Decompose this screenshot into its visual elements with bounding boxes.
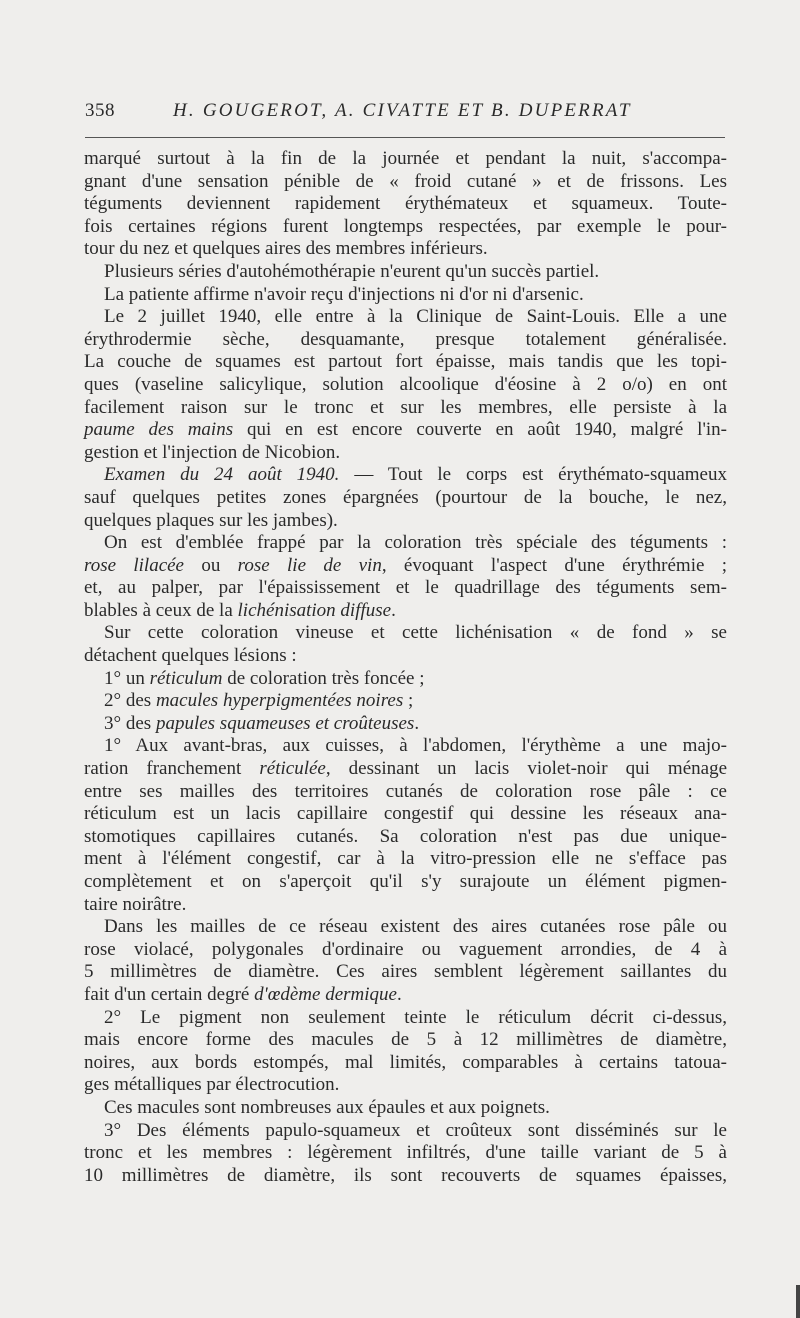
text-segment: On est d'emblée frappé par la coloration très spéciale des téguments : bbox=[104, 532, 727, 554]
text-line bbox=[84, 148, 727, 171]
text-line bbox=[84, 781, 727, 804]
running-title: H. GOUGEROT, A. CIVATTE ET B. DUPERRAT bbox=[173, 100, 632, 121]
text-segment: qui en est encore couverte en août 1940, malgré l'in- bbox=[233, 419, 727, 441]
italic-term: d'œdème dermique bbox=[254, 983, 397, 1005]
running-header bbox=[85, 100, 725, 130]
text-line bbox=[84, 645, 727, 668]
text-line bbox=[84, 600, 727, 623]
text-line bbox=[84, 735, 727, 758]
text-line bbox=[84, 690, 727, 713]
text-segment: La patiente affirme n'avoir reçu d'injections ni d'or ni d'arsenic. bbox=[104, 283, 584, 305]
text-segment: téguments deviennent rapidement érythémateux et squameux. Toute- bbox=[84, 193, 727, 215]
text-segment: La couche de squames est partout fort épaisse, mais tandis que les topi- bbox=[84, 351, 727, 373]
text-line bbox=[84, 171, 727, 194]
text-segment: entre ses mailles des territoires cutanés de coloration rose pâle : ce bbox=[84, 780, 727, 802]
text-segment: ou bbox=[184, 554, 238, 576]
text-line bbox=[84, 871, 727, 894]
text-segment: tronc et les membres : légèrement infiltrés, d'une taille variant de 5 à bbox=[84, 1142, 727, 1164]
text-segment: réticulum est un lacis capillaire congestif qui dessine les réseaux ana- bbox=[84, 803, 727, 825]
text-line bbox=[84, 532, 727, 555]
text-line bbox=[84, 555, 727, 578]
text-line bbox=[84, 487, 727, 510]
text-segment: ration franchement bbox=[84, 758, 260, 780]
text-segment: sauf quelques petites zones épargnées (pourtour de la bouche, le nez, bbox=[84, 486, 727, 508]
italic-term: rose lilacée bbox=[84, 554, 184, 576]
italic-term: lichénisation diffuse bbox=[237, 599, 392, 621]
text-line bbox=[84, 577, 727, 600]
text-segment: complètement et on s'aperçoit qu'il s'y surajoute un élément pigmen- bbox=[84, 871, 727, 892]
text-segment: ques (vaseline salicylique, solution alcoolique d'éosine à 2 o/o) en ont bbox=[84, 373, 727, 395]
text-line bbox=[84, 713, 727, 736]
text-segment: stomotiques capillaires cutanés. Sa coloration n'est pas due unique- bbox=[84, 825, 727, 847]
text-line bbox=[84, 984, 727, 1007]
text-line bbox=[84, 848, 727, 871]
italic-term: paume des mains bbox=[84, 419, 234, 441]
text-line bbox=[84, 1142, 727, 1165]
text-segment: marqué surtout à la fin de la journée et pendant la nuit, s'accompa- bbox=[84, 148, 727, 169]
text-segment: Plusieurs séries d'autohémothérapie n'eurent qu'un succès partiel. bbox=[104, 260, 600, 282]
text-line bbox=[84, 1120, 727, 1143]
text-segment: facilement raison sur le tronc et sur les membres, elle persiste à la bbox=[84, 396, 727, 418]
text-segment: 1° un bbox=[104, 667, 150, 689]
text-segment: Ces macules sont nombreuses aux épaules et aux poignets. bbox=[104, 1096, 550, 1118]
text-segment: érythrodermie sèche, desquamante, presque totalement généralisée. bbox=[84, 328, 727, 350]
text-line bbox=[84, 351, 727, 374]
text-line bbox=[84, 1165, 727, 1188]
text-segment: détachent quelques lésions : bbox=[84, 645, 297, 667]
text-line bbox=[84, 284, 727, 307]
text-segment: 3° Des éléments papulo-squameux et croûteux sont disséminés sur le bbox=[104, 1119, 727, 1141]
text-line bbox=[84, 238, 727, 261]
italic-term: macules hyperpigmentées noires bbox=[155, 690, 404, 712]
text-segment: mais encore forme des macules de 5 à 12 millimètres de diamètre, bbox=[84, 1029, 727, 1051]
italic-term: réticulum bbox=[149, 667, 223, 689]
text-segment: 2° Le pigment non seulement teinte le réticulum décrit ci-dessus, bbox=[104, 1006, 727, 1028]
page-edge-mark bbox=[796, 1285, 800, 1318]
text-line bbox=[84, 758, 727, 781]
text-segment: 10 millimètres de diamètre, ils sont recouverts de squames épaisses, bbox=[84, 1164, 727, 1186]
text-line bbox=[84, 916, 727, 939]
text-line bbox=[84, 329, 727, 352]
text-line bbox=[84, 894, 727, 917]
text-segment: taire noirâtre. bbox=[84, 893, 187, 915]
text-segment: Le 2 juillet 1940, elle entre à la Clinique de Saint-Louis. Elle a une bbox=[104, 306, 727, 328]
text-segment: , évoquant l'aspect d'une érythrémie ; bbox=[381, 554, 728, 576]
text-segment: 2° des bbox=[104, 690, 156, 712]
italic-term: Examen du 24 août 1940. bbox=[104, 464, 340, 486]
text-segment: gestion et l'injection de Nicobion. bbox=[84, 441, 341, 463]
text-segment: noires, aux bords estompés, mal limités, comparables à certains tatoua- bbox=[84, 1051, 727, 1073]
text-line bbox=[84, 193, 727, 216]
text-segment: 5 millimètres de diamètre. Ces aires semblent légèrement saillantes du bbox=[84, 961, 727, 983]
text-line bbox=[84, 374, 727, 397]
text-line bbox=[84, 1007, 727, 1030]
text-line bbox=[84, 464, 727, 487]
text-line bbox=[84, 261, 727, 284]
text-line bbox=[84, 1029, 727, 1052]
text-segment: quelques plaques sur les jambes). bbox=[84, 509, 338, 531]
text-segment: . bbox=[396, 983, 402, 1005]
text-line bbox=[84, 622, 727, 645]
text-segment: ; bbox=[403, 690, 414, 712]
text-line bbox=[84, 1097, 727, 1120]
header-rule bbox=[85, 137, 725, 138]
text-line bbox=[84, 442, 727, 465]
text-line bbox=[84, 803, 727, 826]
text-segment: Sur cette coloration vineuse et cette lichénisation « de fond » se bbox=[104, 622, 727, 644]
italic-term: rose lie de vin bbox=[237, 554, 382, 576]
text-segment: de coloration très foncée ; bbox=[222, 667, 425, 689]
text-line bbox=[84, 1052, 727, 1075]
text-line bbox=[84, 306, 727, 329]
text-line bbox=[84, 826, 727, 849]
text-line bbox=[84, 961, 727, 984]
page-number: 358 bbox=[85, 100, 115, 121]
italic-term: réticulée bbox=[259, 758, 326, 780]
italic-term: papules squameuses et croûteuses bbox=[155, 712, 415, 734]
text-segment: — Tout le corps est érythémato-squameux bbox=[339, 464, 727, 486]
text-segment: blables à ceux de la bbox=[84, 599, 238, 621]
text-segment: . bbox=[391, 599, 396, 621]
text-line bbox=[84, 1074, 727, 1097]
text-segment: , dessinant un lacis violet-noir qui ménage bbox=[325, 758, 727, 780]
body-text bbox=[84, 148, 727, 1187]
text-line bbox=[84, 939, 727, 962]
text-segment: ges métalliques par électrocution. bbox=[84, 1074, 340, 1096]
text-line bbox=[84, 419, 727, 442]
text-segment: 1° Aux avant-bras, aux cuisses, à l'abdomen, l'érythème a une majo- bbox=[104, 735, 727, 757]
text-segment: rose violacé, polygonales d'ordinaire ou vaguement arrondies, de 4 à bbox=[84, 938, 727, 960]
text-segment: Dans les mailles de ce réseau existent des aires cutanées rose pâle ou bbox=[104, 916, 727, 938]
text-segment: gnant d'une sensation pénible de « froid cutané » et de frissons. Les bbox=[84, 170, 727, 192]
text-segment: tour du nez et quelques aires des membres inférieurs. bbox=[84, 238, 488, 260]
text-line bbox=[84, 216, 727, 239]
text-line bbox=[84, 397, 727, 420]
text-segment: fait d'un certain degré bbox=[84, 983, 255, 1005]
text-segment: . bbox=[414, 712, 420, 734]
text-line bbox=[84, 668, 727, 691]
text-segment: ment à l'élément congestif, car à la vitro-pression elle ne s'efface pas bbox=[84, 848, 727, 870]
text-segment: fois certaines régions furent longtemps respectées, par exemple le pour- bbox=[84, 215, 727, 237]
text-segment: 3° des bbox=[104, 712, 156, 734]
text-segment: et, au palper, par l'épaississement et le quadrillage des téguments sem- bbox=[84, 577, 727, 599]
text-line bbox=[84, 510, 727, 533]
